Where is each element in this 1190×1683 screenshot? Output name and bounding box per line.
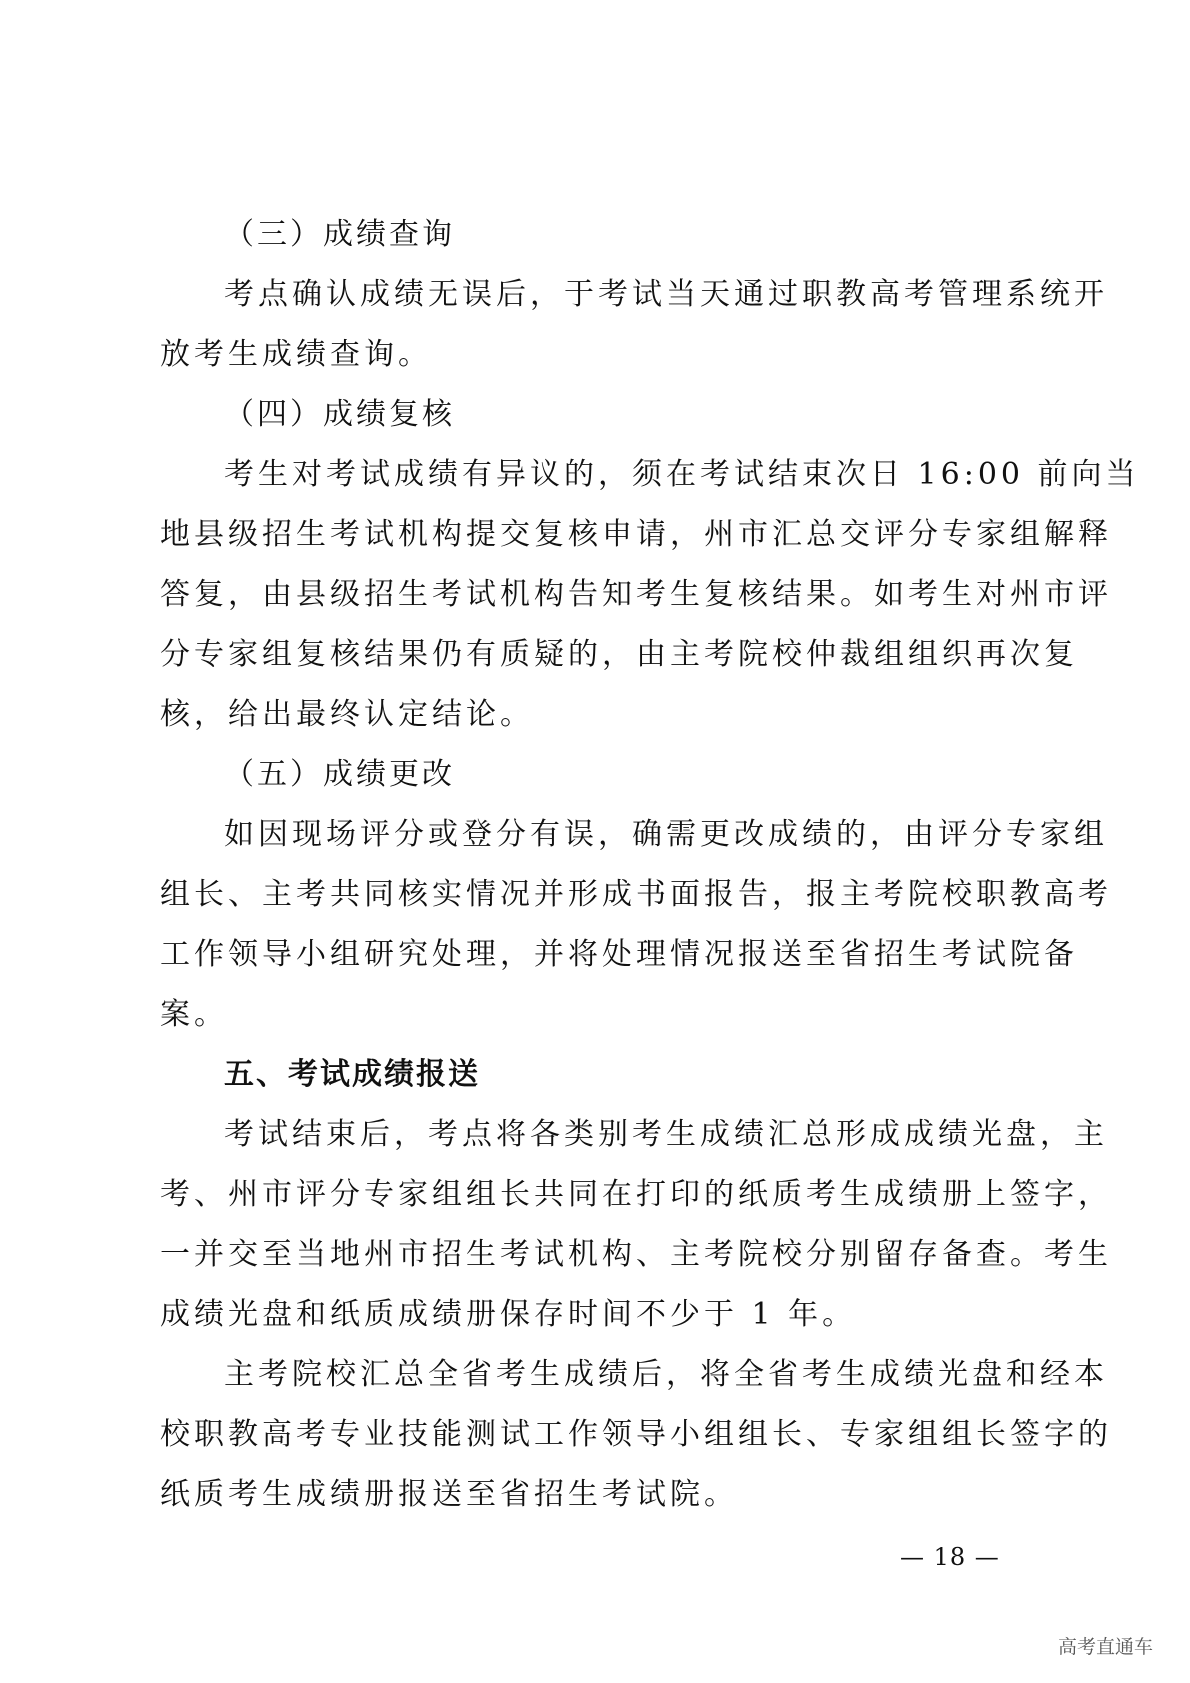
section-heading-score-submission: 五、考试成绩报送 [224, 1057, 480, 1092]
paragraph-line: 如因现场评分或登分有误，确需更改成绩的，由评分专家组 [224, 817, 1108, 852]
paragraph-line: 分专家组复核结果仍有质疑的，由主考院校仲裁组组织再次复 [160, 637, 1078, 672]
subheading-score-change: （五）成绩更改 [224, 757, 455, 792]
paragraph-line: 组长、主考共同核实情况并形成书面报告，报主考院校职教高考 [160, 877, 1112, 912]
paragraph-line: 校职教高考专业技能测试工作领导小组组长、专家组组长签字的 [160, 1417, 1112, 1452]
paragraph-line: 答复，由县级招生考试机构告知考生复核结果。如考生对州市评 [160, 577, 1112, 612]
paragraph-line: 考试结束后，考点将各类别考生成绩汇总形成成绩光盘，主 [224, 1117, 1108, 1152]
paragraph-line: 考生对考试成绩有异议的，须在考试结束次日 16:00 前向当 [224, 457, 1140, 492]
paragraph-line: 核，给出最终认定结论。 [160, 697, 534, 732]
subheading-score-review: （四）成绩复核 [224, 397, 455, 432]
paragraph-line: 纸质考生成绩册报送至省招生考试院。 [160, 1477, 738, 1512]
paragraph-line: 考点确认成绩无误后，于考试当天通过职教高考管理系统开 [224, 277, 1108, 312]
watermark-label: 高考直通车 [1058, 1636, 1154, 1658]
paragraph-line: 放考生成绩查询。 [160, 337, 432, 372]
paragraph-line: 成绩光盘和纸质成绩册保存时间不少于 1 年。 [160, 1297, 857, 1332]
page-number: — 18 — [900, 1543, 1000, 1571]
document-body [160, 205, 1140, 1525]
paragraph-line: 主考院校汇总全省考生成绩后，将全省考生成绩光盘和经本 [224, 1357, 1108, 1392]
paragraph-line: 工作领导小组研究处理，并将处理情况报送至省招生考试院备 [160, 937, 1078, 972]
paragraph-line: 案。 [160, 997, 228, 1032]
subheading-score-inquiry: （三）成绩查询 [224, 217, 455, 252]
paragraph-line: 地县级招生考试机构提交复核申请，州市汇总交评分专家组解释 [160, 517, 1112, 552]
paragraph-line: 考、州市评分专家组组长共同在打印的纸质考生成绩册上签字， [160, 1177, 1112, 1212]
paragraph-line: 一并交至当地州市招生考试机构、主考院校分别留存备查。考生 [160, 1237, 1112, 1272]
